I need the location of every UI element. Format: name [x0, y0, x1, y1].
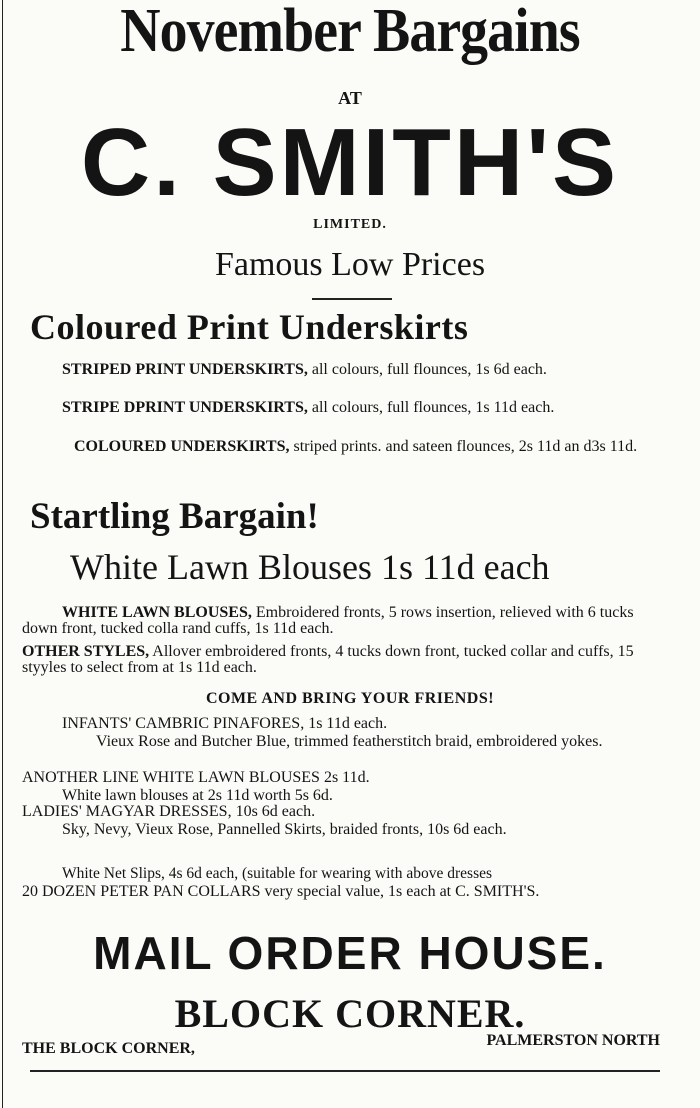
item-striped-print	[22, 362, 668, 378]
infants-pinafores: INFANTS' CAMBRIC PINAFORES, 1s 11d each.	[62, 715, 388, 732]
item-stripe-dprint	[22, 400, 668, 416]
para-lead: OTHER STYLES,	[22, 643, 150, 660]
bottom-rule	[30, 1070, 660, 1072]
brand-name: C. SMITH'S	[80, 109, 620, 216]
peter-pan-collars: 20 DOZEN PETER PAN COLLARS very special value, 1s each at C. SMITH'S.	[22, 883, 540, 900]
item-text: striped prints. and sateen flounces, 2s 11d an d3s 11d.	[289, 438, 638, 455]
magyar-dresses: LADIES' MAGYAR DRESSES, 10s 6d each.	[22, 803, 316, 820]
limited-label: LIMITED.	[313, 217, 387, 232]
item-coloured-underskirts	[22, 439, 668, 455]
para-text: Embroidered fronts, 5 rows insertion, relieved with 6 tucks down front, tucked colla rand cuffs, 1s 11d each.	[22, 604, 634, 637]
white-net-slips: White Net Slips, 4s 6d each, (suitable for wearing with above dresses	[62, 865, 493, 882]
another-line: ANOTHER LINE WHITE LAWN BLOUSES 2s 11d.	[22, 769, 370, 786]
item-text: all colours, full flounces, 1s 6d each.	[307, 361, 547, 378]
para-text: Allover embroidered fronts, 4 tucks down front, tucked collar and cuffs, 15 styyles to select from at 1s 11d each.	[22, 643, 634, 676]
blouses-subtitle: White Lawn Blouses 1s 11d each	[70, 547, 550, 587]
section-title-startling: Startling Bargain!	[30, 496, 319, 537]
para-white-lawn-blouses	[22, 605, 668, 637]
come-and-bring: COME AND BRING YOUR FRIENDS!	[205, 690, 495, 707]
para-other-styles	[22, 644, 668, 676]
footer-address-left: THE BLOCK CORNER,	[22, 1040, 195, 1057]
divider-rule	[312, 298, 392, 300]
subheadline: Famous Low Prices	[214, 246, 486, 283]
item-text: all colours, full flounces, 1s 11d each.	[307, 399, 555, 416]
section-title-underskirts: Coloured Print Underskirts	[30, 307, 469, 347]
footer-address-right: PALMERSTON NORTH	[486, 1032, 660, 1049]
white-lawn-blouses-price: White lawn blouses at 2s 11d worth 5s 6d.	[62, 787, 333, 804]
headline: November Bargains	[120, 0, 580, 65]
item-lead: STRIPED PRINT UNDERSKIRTS,	[62, 361, 308, 378]
block-corner-title: BLOCK CORNER.	[174, 991, 526, 1036]
para-lead: WHITE LAWN BLOUSES,	[62, 604, 252, 621]
vieux-rose-text: Vieux Rose and Butcher Blue, trimmed featherstitch braid, embroidered yokes.	[96, 733, 603, 750]
at-label: AT	[338, 88, 362, 108]
item-lead: COLOURED UNDERSKIRTS,	[74, 438, 290, 455]
mail-order-house: MAIL ORDER HOUSE.	[93, 927, 607, 979]
item-lead: STRIPE DPRINT UNDERSKIRTS,	[62, 399, 308, 416]
sky-navy-text: Sky, Nevy, Vieux Rose, Pannelled Skirts, braided fronts, 10s 6d each.	[62, 821, 507, 838]
